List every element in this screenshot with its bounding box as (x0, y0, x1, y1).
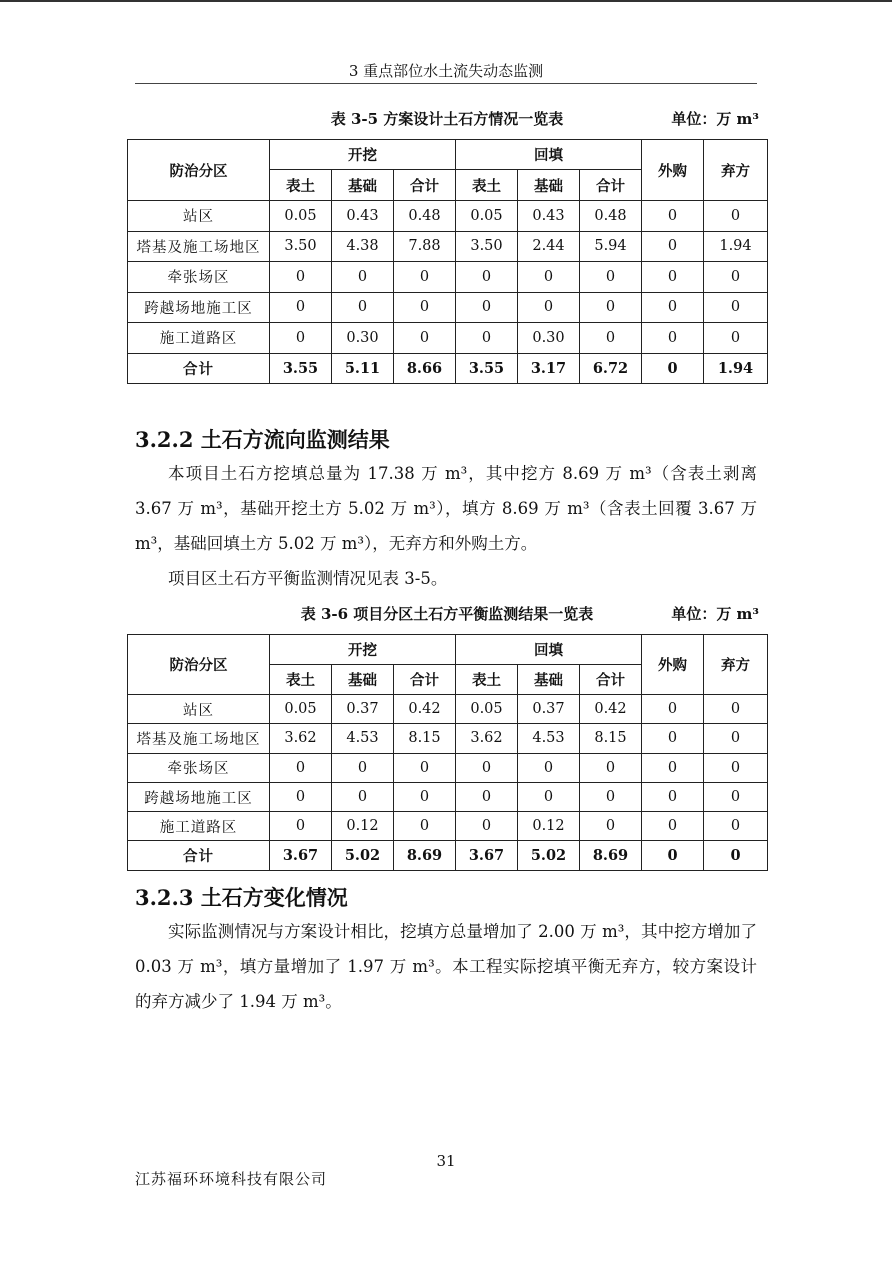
table-cell: 3.17 (518, 353, 580, 384)
table-cell: 0 (270, 753, 332, 782)
table-cell: 3.67 (456, 841, 518, 870)
table-cell: 0 (704, 753, 768, 782)
table-cell: 0 (456, 292, 518, 323)
table-cell: 0 (704, 323, 768, 354)
table-cell: 0.43 (518, 201, 580, 232)
row-label-cell: 站区 (128, 201, 270, 232)
table1-unit: 单位：万 m³ (671, 110, 759, 128)
table1-subheader: 表土 (456, 170, 518, 201)
table-cell: 0 (704, 812, 768, 841)
table2-subheader: 基础 (518, 665, 580, 695)
table-total-row (128, 353, 768, 384)
section-heading-3-2-2: 3.2.2 土石方流向监测结果 (135, 427, 390, 452)
table1-subheader: 基础 (332, 170, 394, 201)
table2-header-spoil: 弃方 (704, 635, 768, 695)
table-row (128, 292, 768, 323)
company-footer: 江苏福环环境科技有限公司 (135, 1170, 328, 1188)
table-cell: 4.53 (518, 724, 580, 753)
table-cell: 0 (580, 323, 642, 354)
table1-subheader: 基础 (518, 170, 580, 201)
table-cell: 8.66 (394, 353, 456, 384)
table-cell: 0.12 (518, 812, 580, 841)
table-cell: 0 (704, 782, 768, 811)
table-cell: 0.05 (456, 695, 518, 724)
table-cell: 3.62 (270, 724, 332, 753)
table-cell: 0 (580, 782, 642, 811)
section1-body (135, 456, 757, 596)
table-row (128, 782, 768, 811)
table-cell: 0 (456, 262, 518, 293)
table2-header-excavation: 开挖 (270, 635, 456, 665)
table-row (128, 323, 768, 354)
table2-subheader: 表土 (270, 665, 332, 695)
table-cell: 8.69 (580, 841, 642, 870)
table-cell: 3.55 (270, 353, 332, 384)
table-cell: 2.44 (518, 231, 580, 262)
table-cell: 0.05 (270, 695, 332, 724)
table-cell: 0.48 (580, 201, 642, 232)
table1-subheader: 表土 (270, 170, 332, 201)
table-cell: 0 (642, 292, 704, 323)
table-cell: 0 (394, 782, 456, 811)
table-cell: 3.50 (270, 231, 332, 262)
row-label-cell: 施工道路区 (128, 812, 270, 841)
row-label-cell: 跨越场地施工区 (128, 782, 270, 811)
table1-header-zone: 防治分区 (128, 140, 270, 201)
table-cell: 0 (518, 262, 580, 293)
table-cell: 0.42 (580, 695, 642, 724)
table1-subheader: 合计 (394, 170, 456, 201)
row-label-cell: 站区 (128, 695, 270, 724)
table-cell: 0 (642, 724, 704, 753)
table2-unit: 单位：万 m³ (671, 605, 759, 623)
table-cell: 0 (642, 841, 704, 870)
row-label-cell: 塔基及施工场地区 (128, 231, 270, 262)
table-cell: 5.02 (332, 841, 394, 870)
table-cell: 0 (270, 262, 332, 293)
table-cell: 0 (456, 753, 518, 782)
table-cell: 4.53 (332, 724, 394, 753)
table-cell: 0 (642, 201, 704, 232)
table1-title: 表 3-5 方案设计土石方情况一览表 (330, 110, 564, 128)
table-cell: 0.05 (270, 201, 332, 232)
table-cell: 0 (394, 292, 456, 323)
table1-header-spoil: 弃方 (704, 140, 768, 201)
table-cell: 3.67 (270, 841, 332, 870)
table-cell: 0 (642, 753, 704, 782)
table-cell: 0 (642, 323, 704, 354)
table1-header-purchase: 外购 (642, 140, 704, 201)
table-row (128, 231, 768, 262)
table-cell: 0.42 (394, 695, 456, 724)
table-cell: 0 (332, 782, 394, 811)
table-cell: 8.15 (394, 724, 456, 753)
table-cell: 0 (332, 292, 394, 323)
table-cell: 3.55 (456, 353, 518, 384)
page-number: 31 (436, 1152, 456, 1170)
table-cell: 0 (580, 812, 642, 841)
table-cell: 5.94 (580, 231, 642, 262)
table-cell: 0 (394, 323, 456, 354)
table-cell: 1.94 (704, 353, 768, 384)
table-cell: 0 (580, 292, 642, 323)
table-cell: 0 (332, 262, 394, 293)
table-cell: 0 (704, 695, 768, 724)
table2-header-zone: 防治分区 (128, 635, 270, 695)
table2-subheader: 基础 (332, 665, 394, 695)
table-cell: 0 (518, 753, 580, 782)
table-row (128, 201, 768, 232)
table1-header-excavation: 开挖 (270, 140, 456, 170)
table2-title: 表 3-6 项目分区土石方平衡监测结果一览表 (300, 605, 594, 623)
table2-subheader: 合计 (580, 665, 642, 695)
table-cell: 0 (642, 353, 704, 384)
table-cell: 0.30 (332, 323, 394, 354)
table-cell: 0 (642, 695, 704, 724)
table-cell: 0 (394, 812, 456, 841)
table-cell: 0.30 (518, 323, 580, 354)
table-cell: 0 (704, 292, 768, 323)
paragraph: 项目区土石方平衡监测情况见表 3-5。 (168, 569, 448, 588)
table1 (127, 139, 768, 384)
table2-header-backfill: 回填 (456, 635, 642, 665)
table-cell: 8.69 (394, 841, 456, 870)
row-label-cell: 塔基及施工场地区 (128, 724, 270, 753)
table-cell: 7.88 (394, 231, 456, 262)
table-cell: 0 (580, 262, 642, 293)
table-row (128, 753, 768, 782)
table-cell: 6.72 (580, 353, 642, 384)
table-cell: 3.62 (456, 724, 518, 753)
table-cell: 0 (642, 782, 704, 811)
table-cell: 0 (642, 812, 704, 841)
table2-header-purchase: 外购 (642, 635, 704, 695)
row-label-cell: 牵张场区 (128, 262, 270, 293)
table-cell: 0 (704, 841, 768, 870)
table-cell: 5.02 (518, 841, 580, 870)
table-cell: 4.38 (332, 231, 394, 262)
table-cell: 0.37 (332, 695, 394, 724)
table2-subheader: 合计 (394, 665, 456, 695)
section-heading-3-2-3: 3.2.3 土石方变化情况 (135, 885, 348, 910)
table-cell: 0 (332, 753, 394, 782)
row-label-cell: 合计 (128, 353, 270, 384)
table-cell: 0 (394, 753, 456, 782)
header-rule (135, 83, 757, 84)
table-cell: 0 (270, 323, 332, 354)
table-cell: 0.43 (332, 201, 394, 232)
table-cell: 0 (642, 262, 704, 293)
table-cell: 0 (270, 292, 332, 323)
table-cell: 0.05 (456, 201, 518, 232)
row-label-cell: 牵张场区 (128, 753, 270, 782)
table-cell: 0 (270, 782, 332, 811)
table2 (127, 634, 768, 871)
table-cell: 5.11 (332, 353, 394, 384)
table-cell: 0 (704, 724, 768, 753)
table-cell: 0 (518, 292, 580, 323)
paragraph: 实际监测情况与方案设计相比，挖填方总量增加了 2.00 万 m³，其中挖方增加了 0.03 万 m³，填方量增加了 1.97 万 m³。本工程实际挖填平衡无弃方，较方案设计的弃方减少了 1.94 万 m³。 (135, 922, 757, 1011)
table-cell: 1.94 (704, 231, 768, 262)
table-cell: 0 (456, 323, 518, 354)
table-row (128, 262, 768, 293)
table-cell: 0.48 (394, 201, 456, 232)
table-cell: 0 (270, 812, 332, 841)
table2-subheader: 表土 (456, 665, 518, 695)
table-cell: 0 (518, 782, 580, 811)
table-cell: 0.12 (332, 812, 394, 841)
table-cell: 0 (704, 201, 768, 232)
row-label-cell: 合计 (128, 841, 270, 870)
table-cell: 0.37 (518, 695, 580, 724)
table-cell: 8.15 (580, 724, 642, 753)
table1-subheader: 合计 (580, 170, 642, 201)
table-total-row (128, 841, 768, 870)
table1-header-backfill: 回填 (456, 140, 642, 170)
table-cell: 0 (394, 262, 456, 293)
table-cell: 0 (456, 782, 518, 811)
table-row (128, 695, 768, 724)
table2-caption (127, 603, 767, 625)
table-cell: 0 (704, 262, 768, 293)
table1-caption (127, 108, 767, 130)
table-cell: 0 (642, 231, 704, 262)
row-label-cell: 施工道路区 (128, 323, 270, 354)
row-label-cell: 跨越场地施工区 (128, 292, 270, 323)
table-cell: 3.50 (456, 231, 518, 262)
paragraph: 本项目土石方挖填总量为 17.38 万 m³，其中挖方 8.69 万 m³（含表土剥离 3.67 万 m³，基础开挖土方 5.02 万 m³），填方 8.69 万 m³（含表土回覆 3.67 万 m³，基础回填土方 5.02 万 m³），无弃方和外购土方。 (135, 464, 757, 553)
top-border (0, 0, 892, 2)
table-row (128, 724, 768, 753)
running-header: 3 重点部位水土流失动态监测 (348, 62, 544, 80)
table-row (128, 812, 768, 841)
section2-body (135, 914, 757, 1019)
table-cell: 0 (456, 812, 518, 841)
table-cell: 0 (580, 753, 642, 782)
